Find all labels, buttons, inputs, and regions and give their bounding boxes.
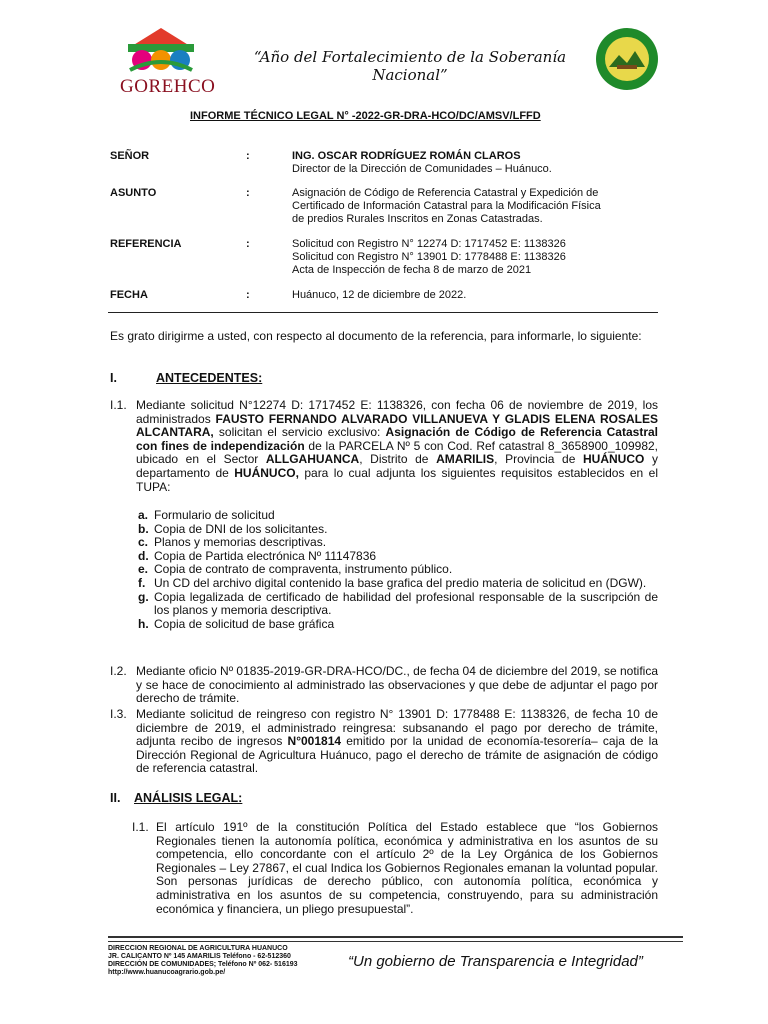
referencia-label: REFERENCIA <box>110 238 182 250</box>
list-item: f. Un CD del archivo digital contenido la base grafica del predio materia de solicitud en (DGW). <box>138 575 647 590</box>
divider <box>108 312 658 313</box>
referencia-line: Acta de Inspección de fecha 8 de marzo de 2021 <box>292 264 532 276</box>
list-item: g. Copia legalizada de certificado de habilidad del profesional responsable de la suscripción de los planos y memoria descriptiva. <box>138 589 658 618</box>
list-item: a. Formulario de solicitud <box>138 508 275 522</box>
section-title-text: ANTECEDENTES: <box>156 371 263 385</box>
footer-slogan: “Un gobierno de Transparencia e Integridad” <box>348 953 643 970</box>
asunto-line: Certificado de Información Catastral para la Modificación Física <box>292 200 601 212</box>
fecha-label: FECHA <box>110 289 148 301</box>
list-item: b. Copia de DNI de los solicitantes. <box>138 521 328 536</box>
section-title <box>156 371 262 385</box>
regional-seal-logo <box>595 27 659 91</box>
list-item: h. Copia de solicitud de base gráfica <box>138 616 335 631</box>
list-item: d. Copia de Partida electrónica Nº 11147836 <box>138 548 377 563</box>
report-title: INFORME TÉCNICO LEGAL N° -2022-GR-DRA-HCO/DC/AMSV/LFFD <box>190 110 541 122</box>
antecedente-2: Mediante oficio Nº 01835-2019-GR-DRA-HCO/DC., de fecha 04 de diciembre del 2019, se notifica y se hace de conocimiento al administrado las observaciones y que debe de adjuntar el pago por derecho de trámite. <box>136 664 658 706</box>
referencia-line: Solicitud con Registro N° 13901 D: 1778488 E: 1138326 <box>292 251 566 263</box>
referencia-line: Solicitud con Registro N° 12274 D: 1717452 E: 1138326 <box>292 238 566 250</box>
colon: : <box>246 187 250 199</box>
asunto-line: Asignación de Código de Referencia Catastral y Expedición de <box>292 187 599 199</box>
colon: : <box>246 150 250 162</box>
recipient-role: Director de la Dirección de Comunidades – Huánuco. <box>292 163 552 175</box>
colon: : <box>246 238 250 250</box>
year-motto: “Año del Fortalecimiento de la Soberanía Nacional” <box>253 48 567 84</box>
asunto-label: ASUNTO <box>110 187 157 199</box>
asunto-line: de predios Rurales Inscritos en Zonas Catastradas. <box>292 213 543 225</box>
section-title-text: ANÁLISIS LEGAL: <box>134 791 243 805</box>
section-number: I. <box>110 371 117 385</box>
recipient-name: ING. OSCAR RODRÍGUEZ ROMÁN CLAROS <box>292 150 521 162</box>
item-number: I.2. <box>110 664 127 678</box>
brand-name: GOREHCO <box>120 76 216 97</box>
analisis-1: El artículo 191º de la constitución Política del Estado establece que “los Gobiernos Regionales tienen la autonomía política, económica y administrativa en los asuntos de su competencia, ello concordante con el artículo 2º de la Ley Orgánica de los Gobiernos Regionales – Ley 27867, el cual Indica los Gobiernos Regionales emanan la voluntad popular. Son personas jurídicas de derecho público, con autonomía política, económica y administrativa en los asuntos de su competencia, construyendo, para su administración económica y financiera, un pliego presupuestal”. <box>156 820 658 916</box>
item-number: I.3. <box>110 707 127 721</box>
section-title <box>134 791 242 805</box>
antecedente-3: Mediante solicitud de reingreso con registro N° 13901 D: 1778488 E: 1138326, de fecha 10 de diciembre de 2019, el administrado reingresa: subsanando el pago por derecho de trámite, adjunta recibo de ingresos N°001814 emitido por la unidad de economía-tesorería– caja de la Dirección Regional de Agricultura Huánuco, pago el derecho de trámite de asignación de código de referencia catastral. <box>136 707 659 776</box>
item-number: I.1. <box>110 398 127 412</box>
senor-label: SEÑOR <box>110 150 150 162</box>
list-item: c. Planos y memorias descriptivas. <box>138 535 327 550</box>
colon: : <box>246 289 250 301</box>
fecha-value: Huánuco, 12 de diciembre de 2022. <box>292 289 467 301</box>
intro-paragraph: Es grato dirigirme a usted, con respecto al documento de la referencia, para informarle, lo siguiente: <box>110 329 642 343</box>
requisitos-list <box>138 509 658 631</box>
item-number: I.1. <box>132 820 149 834</box>
list-item: e. Copia de contrato de compraventa, instrumento público. <box>138 562 453 577</box>
footer-address: DIRECCION REGIONAL DE AGRICULTURA HUANUCO JR. CALICANTO Nº 145 AMARILIS Teléfono - 62-512360 DIRECCIÓN DE COMUNIDADES; Teléfono Nº 062- 516193 http://www.huanucoagrario.gob.pe/ <box>108 945 298 976</box>
footer-rule <box>108 936 683 945</box>
antecedente-1: Mediante solicitud N°12274 D: 1717452 E: 1138326, con fecha 06 de noviembre de 2019, los administrados FAUSTO FERNANDO ALVARADO VILLANUEVA Y GLADIS ELENA ROSALES ALCANTARA, solicitan el servicio exclusivo: Asignación de Código de Referencia Catastral con fines de independización de la PARCELA Nº 5 con Cod. Ref catastral 8_3658900_109982, ubicado en el Sector ALLGAHUANCA, Distrito de AMARILIS, Provincia de HUÁNUCO y departamento de HUÁNUCO, para lo cual adjunta los siguientes requisitos establecidos en el TUPA: <box>136 398 659 494</box>
section-number: II. <box>110 791 121 805</box>
